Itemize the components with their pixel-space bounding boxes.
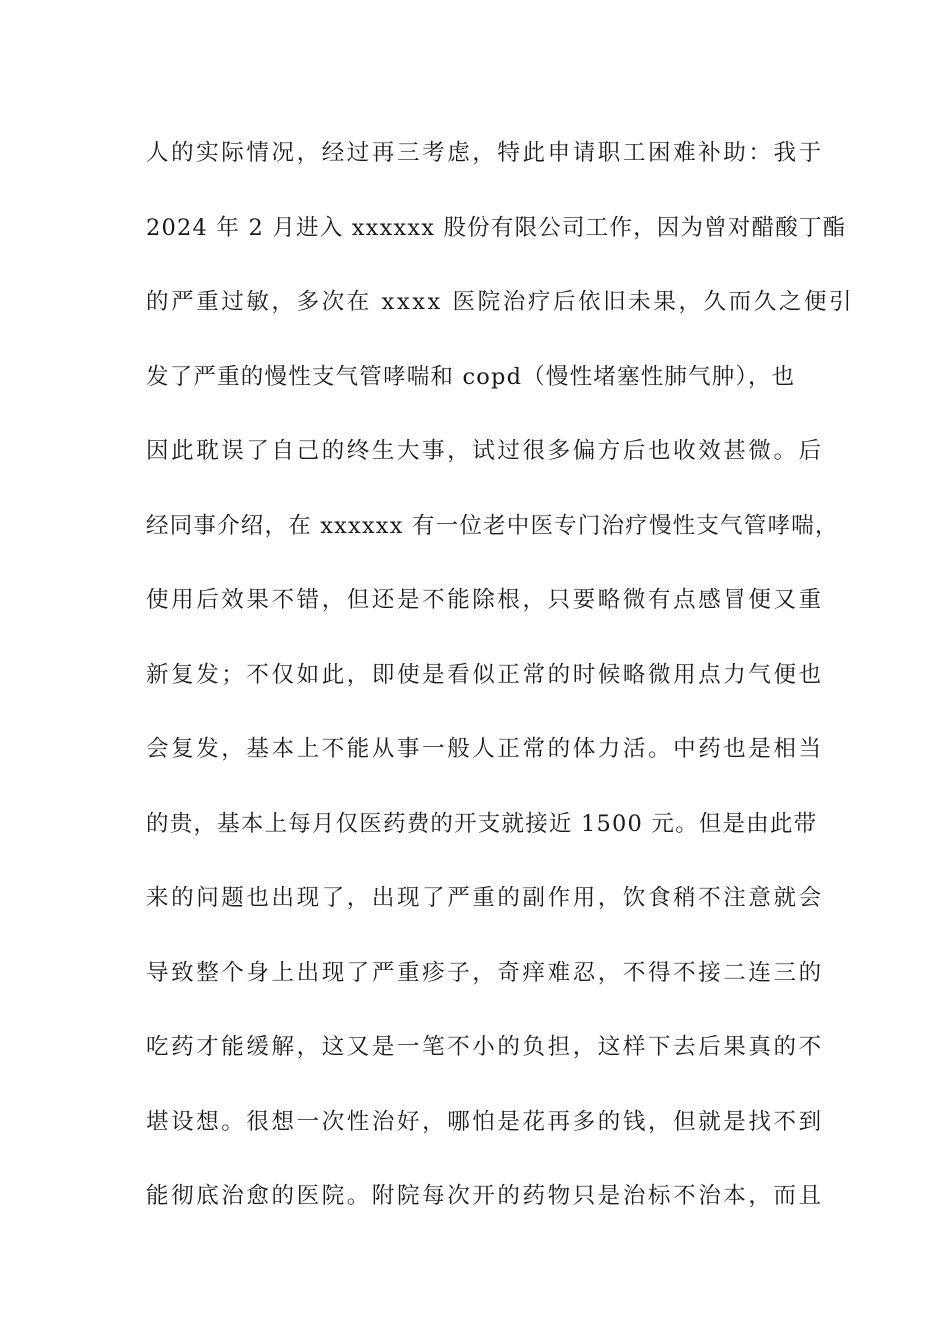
body-paragraph	[146, 130, 855, 1248]
text-line-2: 2024 年 2 月进入 xxxxxx 股份有限公司工作，因为曾对醋酸丁酯	[146, 214, 847, 241]
text-line-9: 会复发，基本上不能从事一般人正常的体力活。中药也是相当	[146, 736, 824, 762]
text-line-15: 能彻底治愈的医院。附院每次开的药物只是治标不治本，而且	[146, 1183, 824, 1209]
text-line-7: 使用后效果不错，但还是不能除根，只要略微有点感冒便又重	[146, 587, 824, 613]
text-line-10: 的贵，基本上每月仅医药费的开支就接近 1500 元。但是由此带	[146, 810, 818, 837]
text-line-3: 的严重过敏，多次在 xxxx 医院治疗后依旧未果，久而久之便引	[146, 289, 855, 315]
text-line-14: 堪设想。很想一次性治好，哪怕是花再多的钱，但就是找不到	[146, 1108, 824, 1135]
text-line-4: 发了严重的慢性支气管哮喘和 copd（慢性堵塞性肺气肿），也	[146, 363, 796, 390]
text-line-1: 人的实际情况，经过再三考虑，特此申请职工困难补助：我于	[146, 140, 824, 166]
text-line-11: 来的问题也出现了，出现了严重的副作用，饮食稍不注意就会	[146, 885, 824, 911]
text-line-5: 因此耽误了自己的终生大事，试过很多偏方后也收效甚微。后	[146, 438, 824, 464]
text-line-8: 新复发；不仅如此，即使是看似正常的时候略微用点力气便也	[146, 661, 824, 688]
text-line-12: 导致整个身上出现了严重疹子，奇痒难忍，不得不接二连三的	[146, 959, 824, 986]
text-line-13: 吃药才能缓解，这又是一笔不小的负担，这样下去后果真的不	[146, 1034, 824, 1060]
text-line-6: 经同事介绍，在 xxxxxx 有一位老中医专门治疗慢性支气管哮喘，	[146, 512, 839, 539]
